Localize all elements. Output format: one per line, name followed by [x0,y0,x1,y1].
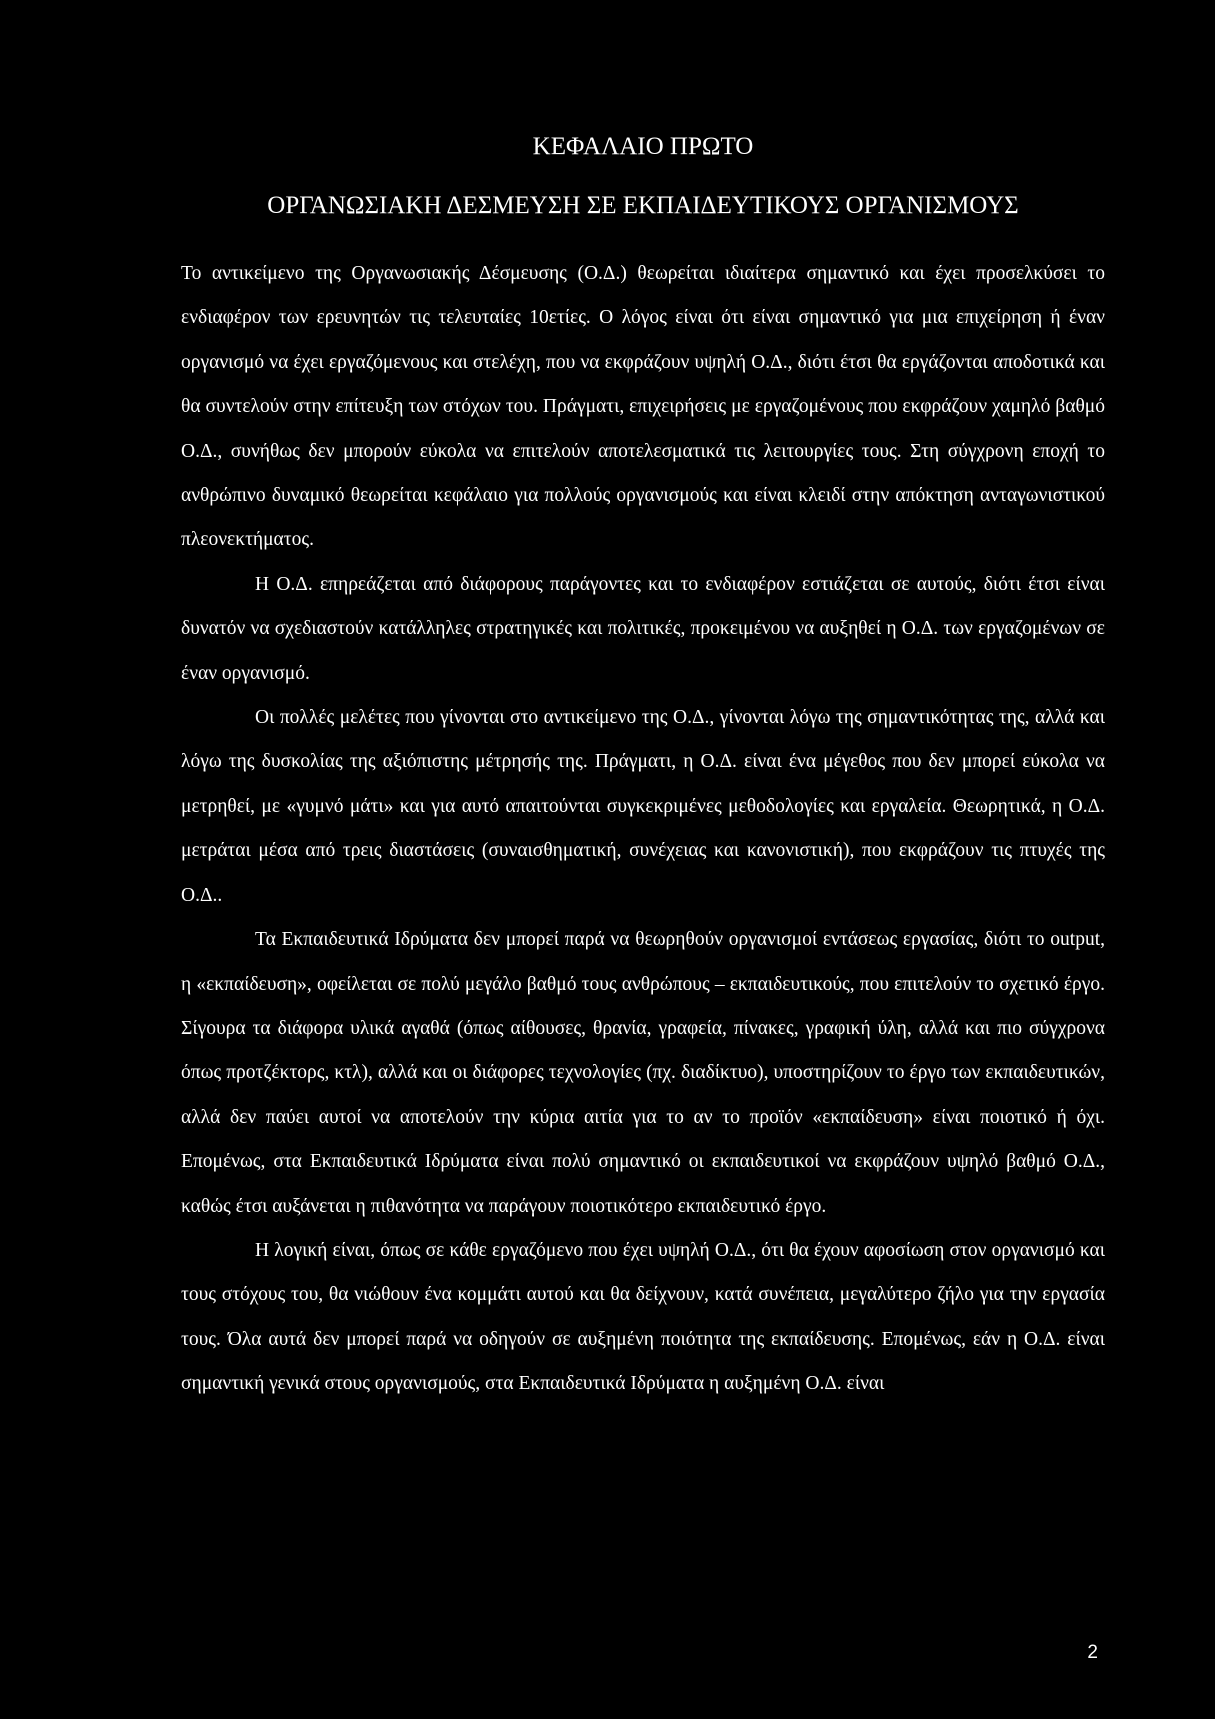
paragraph-educational-institutions: Τα Εκπαιδευτικά Ιδρύματα δεν μπορεί παρά να θεωρηθούν οργανισμοί εντάσεως εργασίας, διότι το output, η «εκπαίδευση», οφείλεται σε πολύ μεγάλο βαθμό τους ανθρώπους – εκπαιδευτικούς, που επιτελούν το σχετικό έργο. Σίγουρα τα διάφορα υλικά αγαθά (όπως αίθουσες, θρανία, γραφεία, πίνακες, γραφική ύλη, αλλά και πιο σύγχρονα όπως προτζέκτορς, κτλ), αλλά και οι διάφορες τεχνολογίες (πχ. διαδίκτυο), υποστηρίζουν το έργο των εκπαιδευτικών, αλλά δεν παύει αυτοί να αποτελούν την κύρια αιτία για το αν το προϊόν «εκπαίδευση» είναι ποιοτικό ή όχι. Επομένως, στα Εκπαιδευτικά Ιδρύματα είναι πολύ σημαντικό οι εκπαιδευτικοί να εκφράζουν υψηλό βαθμό Ο.Δ., καθώς έτσι αυξάνεται η πιθανότητα να παράγουν ποιοτικότερο εκπαιδευτικό έργο. [181,929,1105,1217]
paragraph-intro: Το αντικείμενο της Οργανωσιακής Δέσμευσης (Ο.Δ.) θεωρείται ιδιαίτερα σημαντικό και έχει προσελκύσει το ενδιαφέρον των ερευνητών τις τελευταίες 10ετίες. Ο λόγος είναι ότι είναι σημαντικό για μια επιχείρηση ή έναν οργανισμό να έχει εργαζόμενους και στελέχη, που να εκφράζουν υψηλή Ο.Δ., διότι έτσι θα εργάζονται αποδοτικά και θα συντελούν στην επίτευξη των στόχων του. Πράγματι, επιχειρήσεις με εργαζομένους που εκφράζουν χαμηλό βαθμό Ο.Δ., συνήθως δεν μπορούν εύκολα να επιτελούν αποτελεσματικά τις λειτουργίες τους. Στη σύγχρονη εποχή το ανθρώπινο δυναμικό θεωρείται κεφάλαιο για πολλούς οργανισμούς και είναι κλειδί στην απόκτηση ανταγωνιστικού πλεονεκτήματος. [181,263,1105,551]
body-text [181,252,1105,1407]
chapter-subtitle: ΟΡΓΑΝΩΣΙΑΚΗ ΔΕΣΜΕΥΣΗ ΣΕ ΕΚΠΑΙΔΕΥΤΙΚΟΥΣ ΟΡΓΑΝΙΣΜΟΥΣ [267,192,1019,219]
paragraph-measurement: Οι πολλές μελέτες που γίνονται στο αντικείμενο της Ο.Δ., γίνονται λόγω της σημαντικότητας της, αλλά και λόγω της δυσκολίας της αξιόπιστης μέτρησής της. Πράγματι, η Ο.Δ. είναι ένα μέγεθος που δεν μπορεί εύκολα να μετρηθεί, με «γυμνό μάτι» και για αυτό απαιτούνται συγκεκριμένες μεθοδολογίες και εργαλεία. Θεωρητικά, η Ο.Δ. μετράται μέσα από τρεις διαστάσεις (συναισθηματική, συνέχειας και κανονιστική), που εκφράζουν τις πτυχές της Ο.Δ.. [181,707,1105,906]
paragraph-logic: Η λογική είναι, όπως σε κάθε εργαζόμενο που έχει υψηλή Ο.Δ., ότι θα έχουν αφοσίωση στον οργανισμό και τους στόχους του, θα νιώθουν ένα κομμάτι αυτού και θα δείχνουν, κατά συνέπεια, μεγαλύτερο ζήλο για την εργασία τους. Όλα αυτά δεν μπορεί παρά να οδηγούν σε αυξημένη ποιότητα της εκπαίδευσης. Επομένως, εάν η Ο.Δ. είναι σημαντική γενικά στους οργανισμούς, στα Εκπαιδευτικά Ιδρύματα η αυξημένη Ο.Δ. είναι [181,1239,1105,1395]
paragraph-factors: Η Ο.Δ. επηρεάζεται από διάφορους παράγοντες και το ενδιαφέρον εστιάζεται σε αυτούς, διότι έτσι είναι δυνατόν να σχεδιαστούν κατάλληλες στρατηγικές και πολιτικές, προκειμένου να αυξηθεί η Ο.Δ. των εργαζομένων σε έναν οργανισμό. [181,573,1105,684]
chapter-title: ΚΕΦΑΛΑΙΟ ΠΡΩΤΟ [532,133,754,160]
page-number: 2 [1087,1642,1098,1663]
